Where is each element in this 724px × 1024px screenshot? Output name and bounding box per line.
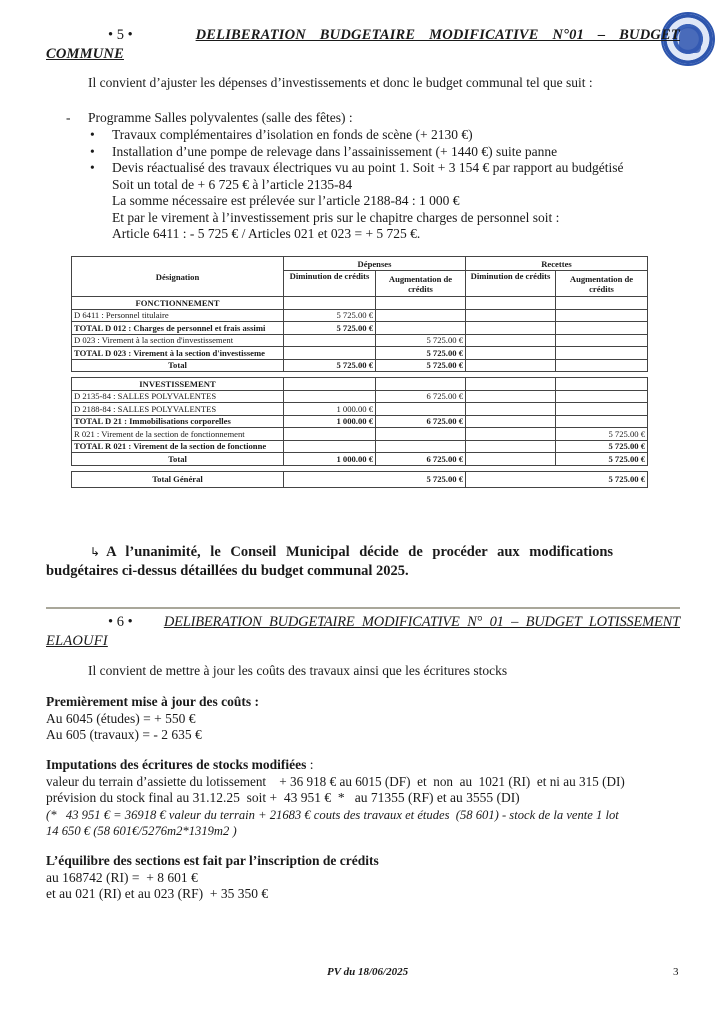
table-row <box>72 428 648 441</box>
program-dash: - <box>66 110 71 125</box>
section-row-investissement <box>72 378 648 391</box>
header-dep-dim: Diminution de crédits <box>284 271 376 297</box>
balance-block <box>46 853 680 903</box>
total-dep-aug: 6 725.00 € <box>376 453 466 466</box>
total-rec-aug: 5 725.00 € <box>556 453 648 466</box>
cell-rec-dim <box>466 428 556 441</box>
cell-rec-aug <box>556 309 648 322</box>
balance-line: et au 021 (RI) et au 023 (RF) + 35 350 € <box>46 886 269 901</box>
cell-rec-aug: 5 725.00 € <box>556 428 648 441</box>
total-rec-aug <box>556 359 648 372</box>
cell-dep-aug <box>376 428 466 441</box>
bullet-item: • Installation d’une pompe de relevage dans l’assainissement (+ 1440 €) suite panne <box>88 144 688 161</box>
cell-dep-aug: 5 725.00 € <box>376 347 466 360</box>
table-row <box>72 322 648 335</box>
bullet-continuation: Et par le virement à l’investissement pris sur le chapitre charges de personnel soit : <box>112 209 560 225</box>
cell-dep-aug <box>376 322 466 335</box>
cell-rec-aug <box>556 322 648 335</box>
cell-dep-aug: 6 725.00 € <box>376 390 466 403</box>
stock-line: prévision du stock final au 31.12.25 soit + 43 951 € * au 71355 (RF) et au 3555 (DI) <box>46 790 520 805</box>
table-row <box>72 334 648 347</box>
cell-rec-aug <box>556 334 648 347</box>
table-row <box>72 440 648 453</box>
row-label: D 6411 : Personnel titulaire <box>72 309 284 322</box>
row-label: TOTAL D 023 : Virement à la section d'investisseme <box>72 347 284 360</box>
program-bullets <box>88 127 688 243</box>
header-depenses: Dépenses <box>284 257 466 271</box>
section-6-number: • 6 • <box>108 614 133 630</box>
grand-total-label: Total Général <box>72 471 284 487</box>
cell-dep-dim <box>284 440 376 453</box>
cell-rec-aug <box>556 415 648 428</box>
decision-line2: budgétaires ci-dessus détaillées du budget communal 2025. <box>46 563 409 579</box>
row-label: TOTAL D 012 : Charges de personnel et frais assimi <box>72 322 284 335</box>
cost-line: Au 605 (travaux) = - 2 635 € <box>46 727 202 742</box>
cell-dep-dim: 5 725.00 € <box>284 322 376 335</box>
cell-rec-dim <box>466 440 556 453</box>
section-6-heading <box>46 613 680 651</box>
table-row <box>72 403 648 416</box>
row-label: TOTAL R 021 : Virement de la section de fonctionne <box>72 440 284 453</box>
bullet-continuation: Article 6411 : - 5 725 € / Articles 021 et 023 = + 5 725 €. <box>112 226 421 241</box>
section-6-title-line2: ELAOUFI <box>46 633 108 649</box>
cell-dep-dim: 1 000.00 € <box>284 415 376 428</box>
cell-dep-dim <box>284 428 376 441</box>
cell-dep-aug <box>376 440 466 453</box>
row-label: D 2135-84 : SALLES POLYVALENTES <box>72 390 284 403</box>
total-row-fonctionnement <box>72 359 648 372</box>
section-5-title-line2: COMMUNE <box>46 46 124 62</box>
header-dep-aug: Augmentation de crédits <box>376 271 466 297</box>
cell-rec-dim <box>466 415 556 428</box>
grand-total-row <box>72 471 648 487</box>
total-rec-dim <box>466 453 556 466</box>
fonctionnement-title: FONCTIONNEMENT <box>72 297 284 310</box>
cell-dep-dim: 1 000.00 € <box>284 403 376 416</box>
table-row <box>72 390 648 403</box>
stock-line: valeur du terrain d’assiette du lotissement + 36 918 € au 6015 (DF) et non au 1021 (RI) et ni au 315 (DI) <box>46 773 625 789</box>
budget-modification-table <box>71 256 648 488</box>
program-title: Programme Salles polyvalentes (salle des fêtes) : <box>88 110 353 125</box>
cell-dep-aug <box>376 309 466 322</box>
total-dep-dim: 5 725.00 € <box>284 359 376 372</box>
stocks-block <box>46 757 696 840</box>
section-5-heading <box>46 26 680 64</box>
page-number: 3 <box>673 966 679 978</box>
cell-rec-dim <box>466 322 556 335</box>
section-6-title-line1: DELIBERATION BUDGETAIRE MODIFICATIVE N° 01 – BUDGET LOTISSEMENT <box>163 614 680 630</box>
cell-dep-aug: 5 725.00 € <box>376 334 466 347</box>
footer-pv-date: PV du 18/06/2025 <box>327 966 409 978</box>
decision-line1: A l’unanimité, le Conseil Municipal décide de procéder aux modifications <box>106 544 614 560</box>
cell-dep-aug <box>376 403 466 416</box>
seal-figure <box>679 27 701 53</box>
stocks-colon: : <box>306 757 314 772</box>
row-label: D 2188-84 : SALLES POLYVALENTES <box>72 403 284 416</box>
cell-rec-dim <box>466 347 556 360</box>
bullet-item: • Devis réactualisé des travaux électriques vu au point 1. Soit + 3 154 € par rapport au budgétisé <box>88 160 688 177</box>
cell-rec-aug: 5 725.00 € <box>556 440 648 453</box>
cell-rec-dim <box>466 403 556 416</box>
stock-note-line2: 14 650 € (58 601€/5276m2*1319m2 ) <box>46 824 237 838</box>
section-divider <box>46 607 680 609</box>
cell-rec-dim <box>466 334 556 347</box>
balance-line: au 168742 (RI) = + 8 601 € <box>46 869 198 885</box>
section-5-title-line1: DELIBERATION BUDGETAIRE MODIFICATIVE N°01 – BUDGET <box>195 27 680 43</box>
header-recettes: Recettes <box>466 257 648 271</box>
table-row <box>72 415 648 428</box>
total-rec-dim <box>466 359 556 372</box>
total-dep-dim: 1 000.00 € <box>284 453 376 466</box>
total-row-investissement <box>72 453 648 466</box>
cell-dep-dim: 5 725.00 € <box>284 309 376 322</box>
cell-rec-aug <box>556 403 648 416</box>
costs-title: Premièrement mise à jour des coûts : <box>46 694 259 709</box>
cell-rec-dim <box>466 309 556 322</box>
cell-dep-dim <box>284 390 376 403</box>
cell-rec-dim <box>466 390 556 403</box>
balance-title: L’équilibre des sections est fait par l’inscription de crédits <box>46 853 379 868</box>
row-label: TOTAL D 21 : Immobilisations corporelles <box>72 415 284 428</box>
section-5-intro: Il convient d’ajuster les dépenses d’investissements et donc le budget communal tel que suit : <box>88 75 593 90</box>
bullet-continuation: La somme nécessaire est prélevée sur l’article 2188-84 : 1 000 € <box>112 193 460 208</box>
header-designation: Désignation <box>72 257 284 297</box>
section-row-fonctionnement <box>72 297 648 310</box>
grand-total-depenses: 5 725.00 € <box>284 471 466 487</box>
table-row <box>72 309 648 322</box>
table-row <box>72 347 648 360</box>
cell-dep-aug: 6 725.00 € <box>376 415 466 428</box>
cell-dep-dim <box>284 347 376 360</box>
cell-dep-dim <box>284 334 376 347</box>
cell-rec-aug <box>556 347 648 360</box>
pointing-hand-icon: ↳ <box>90 545 101 559</box>
total-dep-aug: 5 725.00 € <box>376 359 466 372</box>
total-label: Total <box>72 359 284 372</box>
header-rec-aug: Augmentation de crédits <box>556 271 648 297</box>
row-label: D 023 : Virement à la section d'investissement <box>72 334 284 347</box>
header-rec-dim: Diminution de crédits <box>466 271 556 297</box>
section-5-number: • 5 • <box>108 27 133 43</box>
row-label: R 021 : Virement de la section de fonctionnement <box>72 428 284 441</box>
section-5-decision <box>46 543 680 581</box>
section-6-intro: Il convient de mettre à jour les coûts des travaux ainsi que les écritures stocks <box>88 663 508 678</box>
bullet-continuation: Soit un total de + 6 725 € à l’article 2135-84 <box>112 176 353 192</box>
grand-total-recettes: 5 725.00 € <box>466 471 648 487</box>
cost-line: Au 6045 (études) = + 550 € <box>46 710 196 726</box>
cell-rec-aug <box>556 390 648 403</box>
investissement-title: INVESTISSEMENT <box>72 378 284 391</box>
stock-note-line1: (* 43 951 € = 36918 € valeur du terrain + 21683 € couts des travaux et études (58 601) - stock de la vente 1 lot <box>46 807 619 822</box>
bullet-item: • Travaux complémentaires d’isolation en fonds de scène (+ 2130 €) <box>88 127 688 144</box>
costs-block <box>46 694 680 744</box>
stocks-title: Imputations des écritures de stocks modifiées <box>46 757 307 772</box>
total-label: Total <box>72 453 284 466</box>
